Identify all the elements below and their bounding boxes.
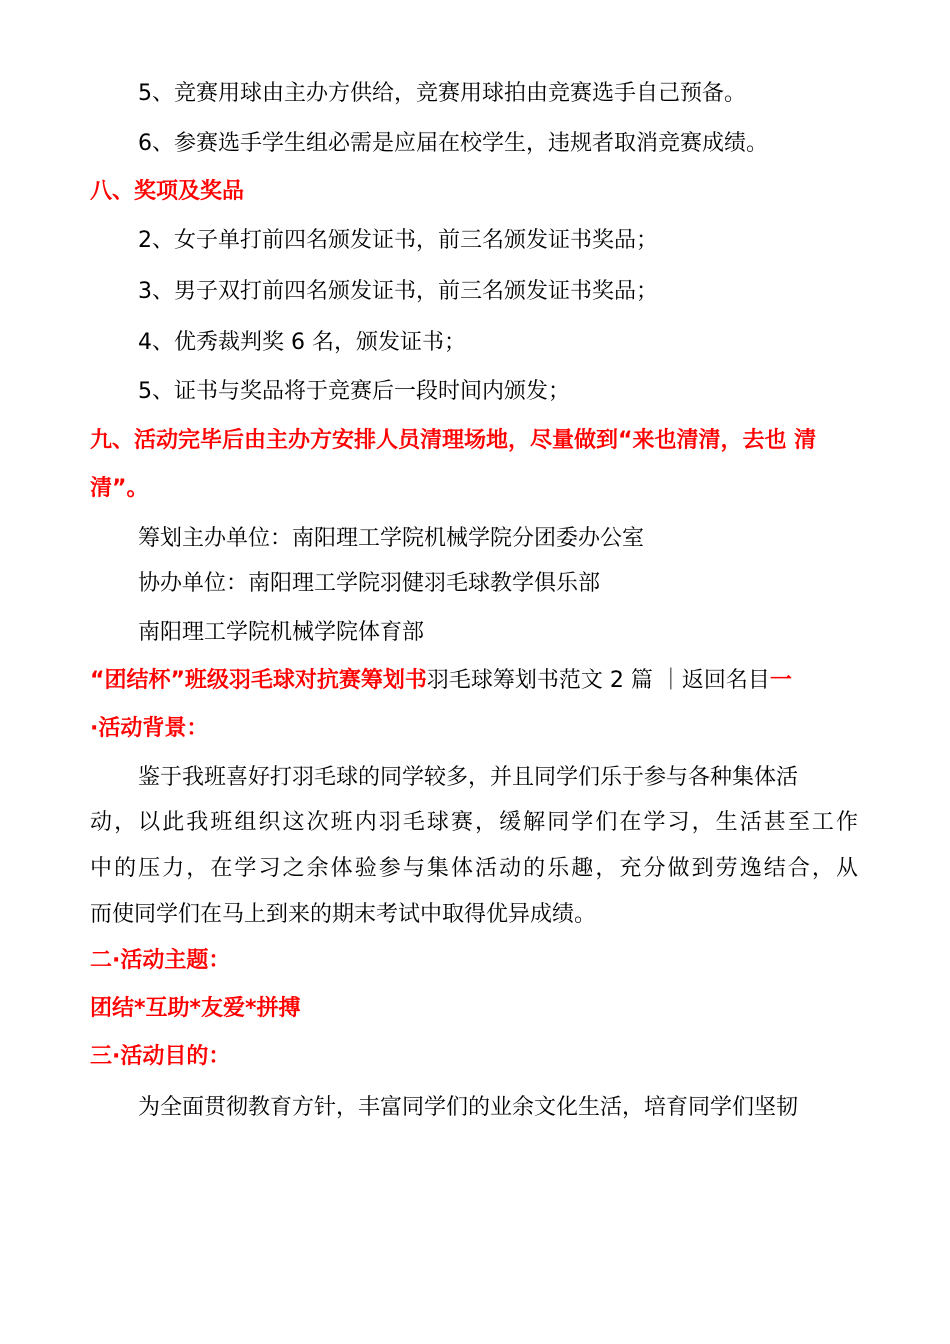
theme-text: 团结*互助*友爱*拼搏 — [90, 996, 301, 1021]
award-item-3: 3、男子双打前四名颁发证书，前三名颁发证书奖品； — [138, 279, 658, 304]
award-item-4: 4、优秀裁判奖 6 名，颁发证书； — [138, 330, 466, 355]
organizer-host: 筹划主办单位：南阳理工学院机械学院分团委办公室 — [138, 526, 645, 551]
section-heading-awards: 八、奖项及奖品 — [90, 179, 245, 204]
award-item-2: 2、女子单打前四名颁发证书，前三名颁发证书奖品； — [138, 228, 658, 253]
section-heading-cleanup: 九、活动完毕后由主办方安排人员清理场地，尽量做到“来也清清，去也 清 — [90, 428, 817, 453]
background-para-line-1: 鉴于我班喜好打羽毛球的同学较多，并且同学们乐于参与各种集体活 — [138, 765, 799, 790]
section-heading-theme: 二·活动主题： — [90, 948, 231, 973]
document-title: “团结杯”班级羽毛球对抗赛筹划书 — [90, 668, 427, 693]
title-tail: 一 — [769, 668, 792, 693]
section-heading-background: ·活动背景： — [90, 716, 209, 741]
section-heading-goal: 三·活动目的： — [90, 1044, 231, 1069]
return-to-toc-link[interactable]: 羽毛球筹划书范文 2 篇 ｜返回名目 — [426, 668, 770, 693]
organizer-co: 协办单位：南阳理工学院羽健羽毛球教学俱乐部 — [138, 571, 601, 596]
award-item-5: 5、证书与奖品将于竞赛后一段时间内颁发； — [138, 379, 570, 404]
section-heading-cleanup-cont: 清”。 — [90, 476, 149, 501]
rule-item-5: 5、竞赛用球由主办方供给，竞赛用球拍由竞赛选手自己预备。 — [138, 81, 746, 106]
background-para-line-3: 中的压力，在学习之余体验参与集体活动的乐趣，充分做到劳逸结合，从 — [90, 856, 858, 881]
background-para-line-4: 而使同学们在马上到来的期末考试中取得优异成绩。 — [90, 902, 597, 927]
organizer-sports-dept: 南阳理工学院机械学院体育部 — [138, 620, 425, 645]
goal-para-line-1: 为全面贯彻教育方针，丰富同学们的业余文化生活，培育同学们坚韧 — [138, 1095, 799, 1120]
document-title-line — [0, 665, 950, 697]
background-para-line-2: 动，以此我班组织这次班内羽毛球赛，缓解同学们在学习，生活甚至工作 — [90, 810, 858, 835]
rule-item-6: 6、参赛选手学生组必需是应届在校学生，违规者取消竞赛成绩。 — [138, 131, 768, 156]
